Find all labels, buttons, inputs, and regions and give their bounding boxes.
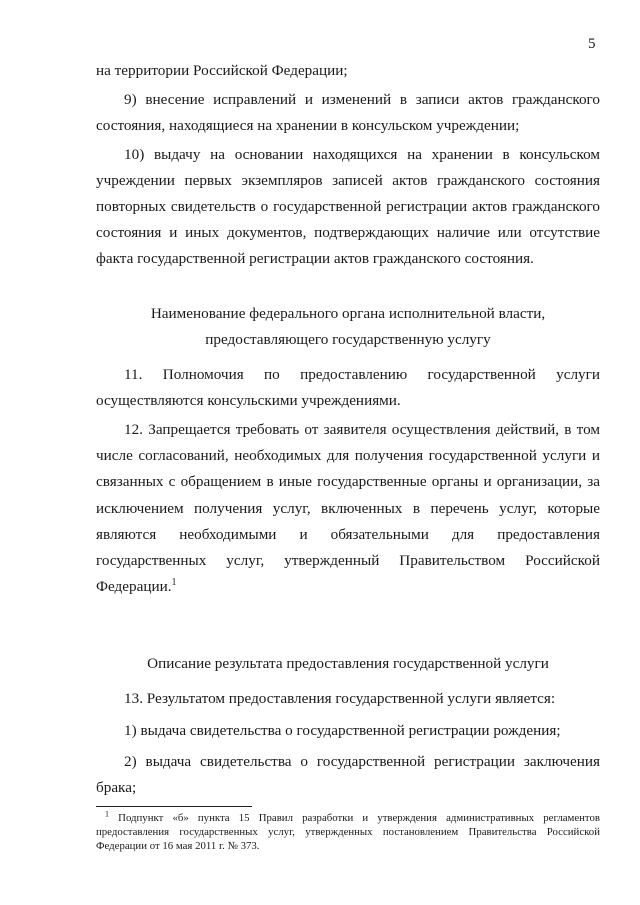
paragraph-11: 11. Полномочия по предоставлению государственной услуги осуществляются консульскими учреждениями. (96, 366, 600, 410)
document-body (96, 58, 600, 801)
list-item-13-2: 2) выдача свидетельства о государственной регистрации заключения брака; (96, 752, 600, 797)
paragraph-12-text: 12. Запрещается требовать от заявителя осуществления действий, в том числе согласований, необходимых для получения государственной услуги и связанных с обращением в иные государственные органы и организации, за исключением получения услуг, включенных в перечень услуг, которые являются необходимыми и обязательными для предоставления государственных услуг, утвержденный Правительством Российской Федерации. (96, 420, 600, 596)
footnote-text: Подпункт «б» пункта 15 Правил разработки и утверждения административных регламентов предоставления государственных услуг, утвержденных постановлением Правительства Российской Федерации от 16 мая 2011 г. № 373. (96, 812, 600, 852)
page-number: 5 (588, 36, 596, 52)
footnote-reference: 1 (171, 577, 177, 589)
footnote-separator (96, 806, 252, 807)
list-item-13-1: 1) выдача свидетельства о государственной регистрации рождения; (124, 721, 561, 739)
footnote-marker: 1 (105, 809, 109, 819)
section-heading-authority-line1: Наименование федерального органа исполнительной власти, (150, 304, 546, 322)
paragraph-12 (96, 417, 600, 600)
list-item-10: 10) выдачу на основании находящихся на хранении в консульском учреждении первых экземпляров записей актов гражданского состояния повторных свидетельств о государственной регистрации актов гражданского состояния и иных документов, подтверждающих наличие или отсутствие факта государственной регистрации актов гражданского состояния. (96, 145, 600, 268)
paragraph-continuation: на территории Российской Федерации; (96, 62, 348, 79)
footnote (96, 811, 600, 853)
section-heading-result: Описание результата предоставления государственной услуги (147, 655, 549, 673)
paragraph-13: 13. Результатом предоставления государственной услуги является: (124, 689, 556, 707)
list-item-9: 9) внесение исправлений и изменений в записи актов гражданского состояния, находящиеся на хранении в консульском учреждении; (96, 90, 600, 134)
section-heading-authority-line2: предоставляющего государственную услугу (205, 330, 491, 348)
